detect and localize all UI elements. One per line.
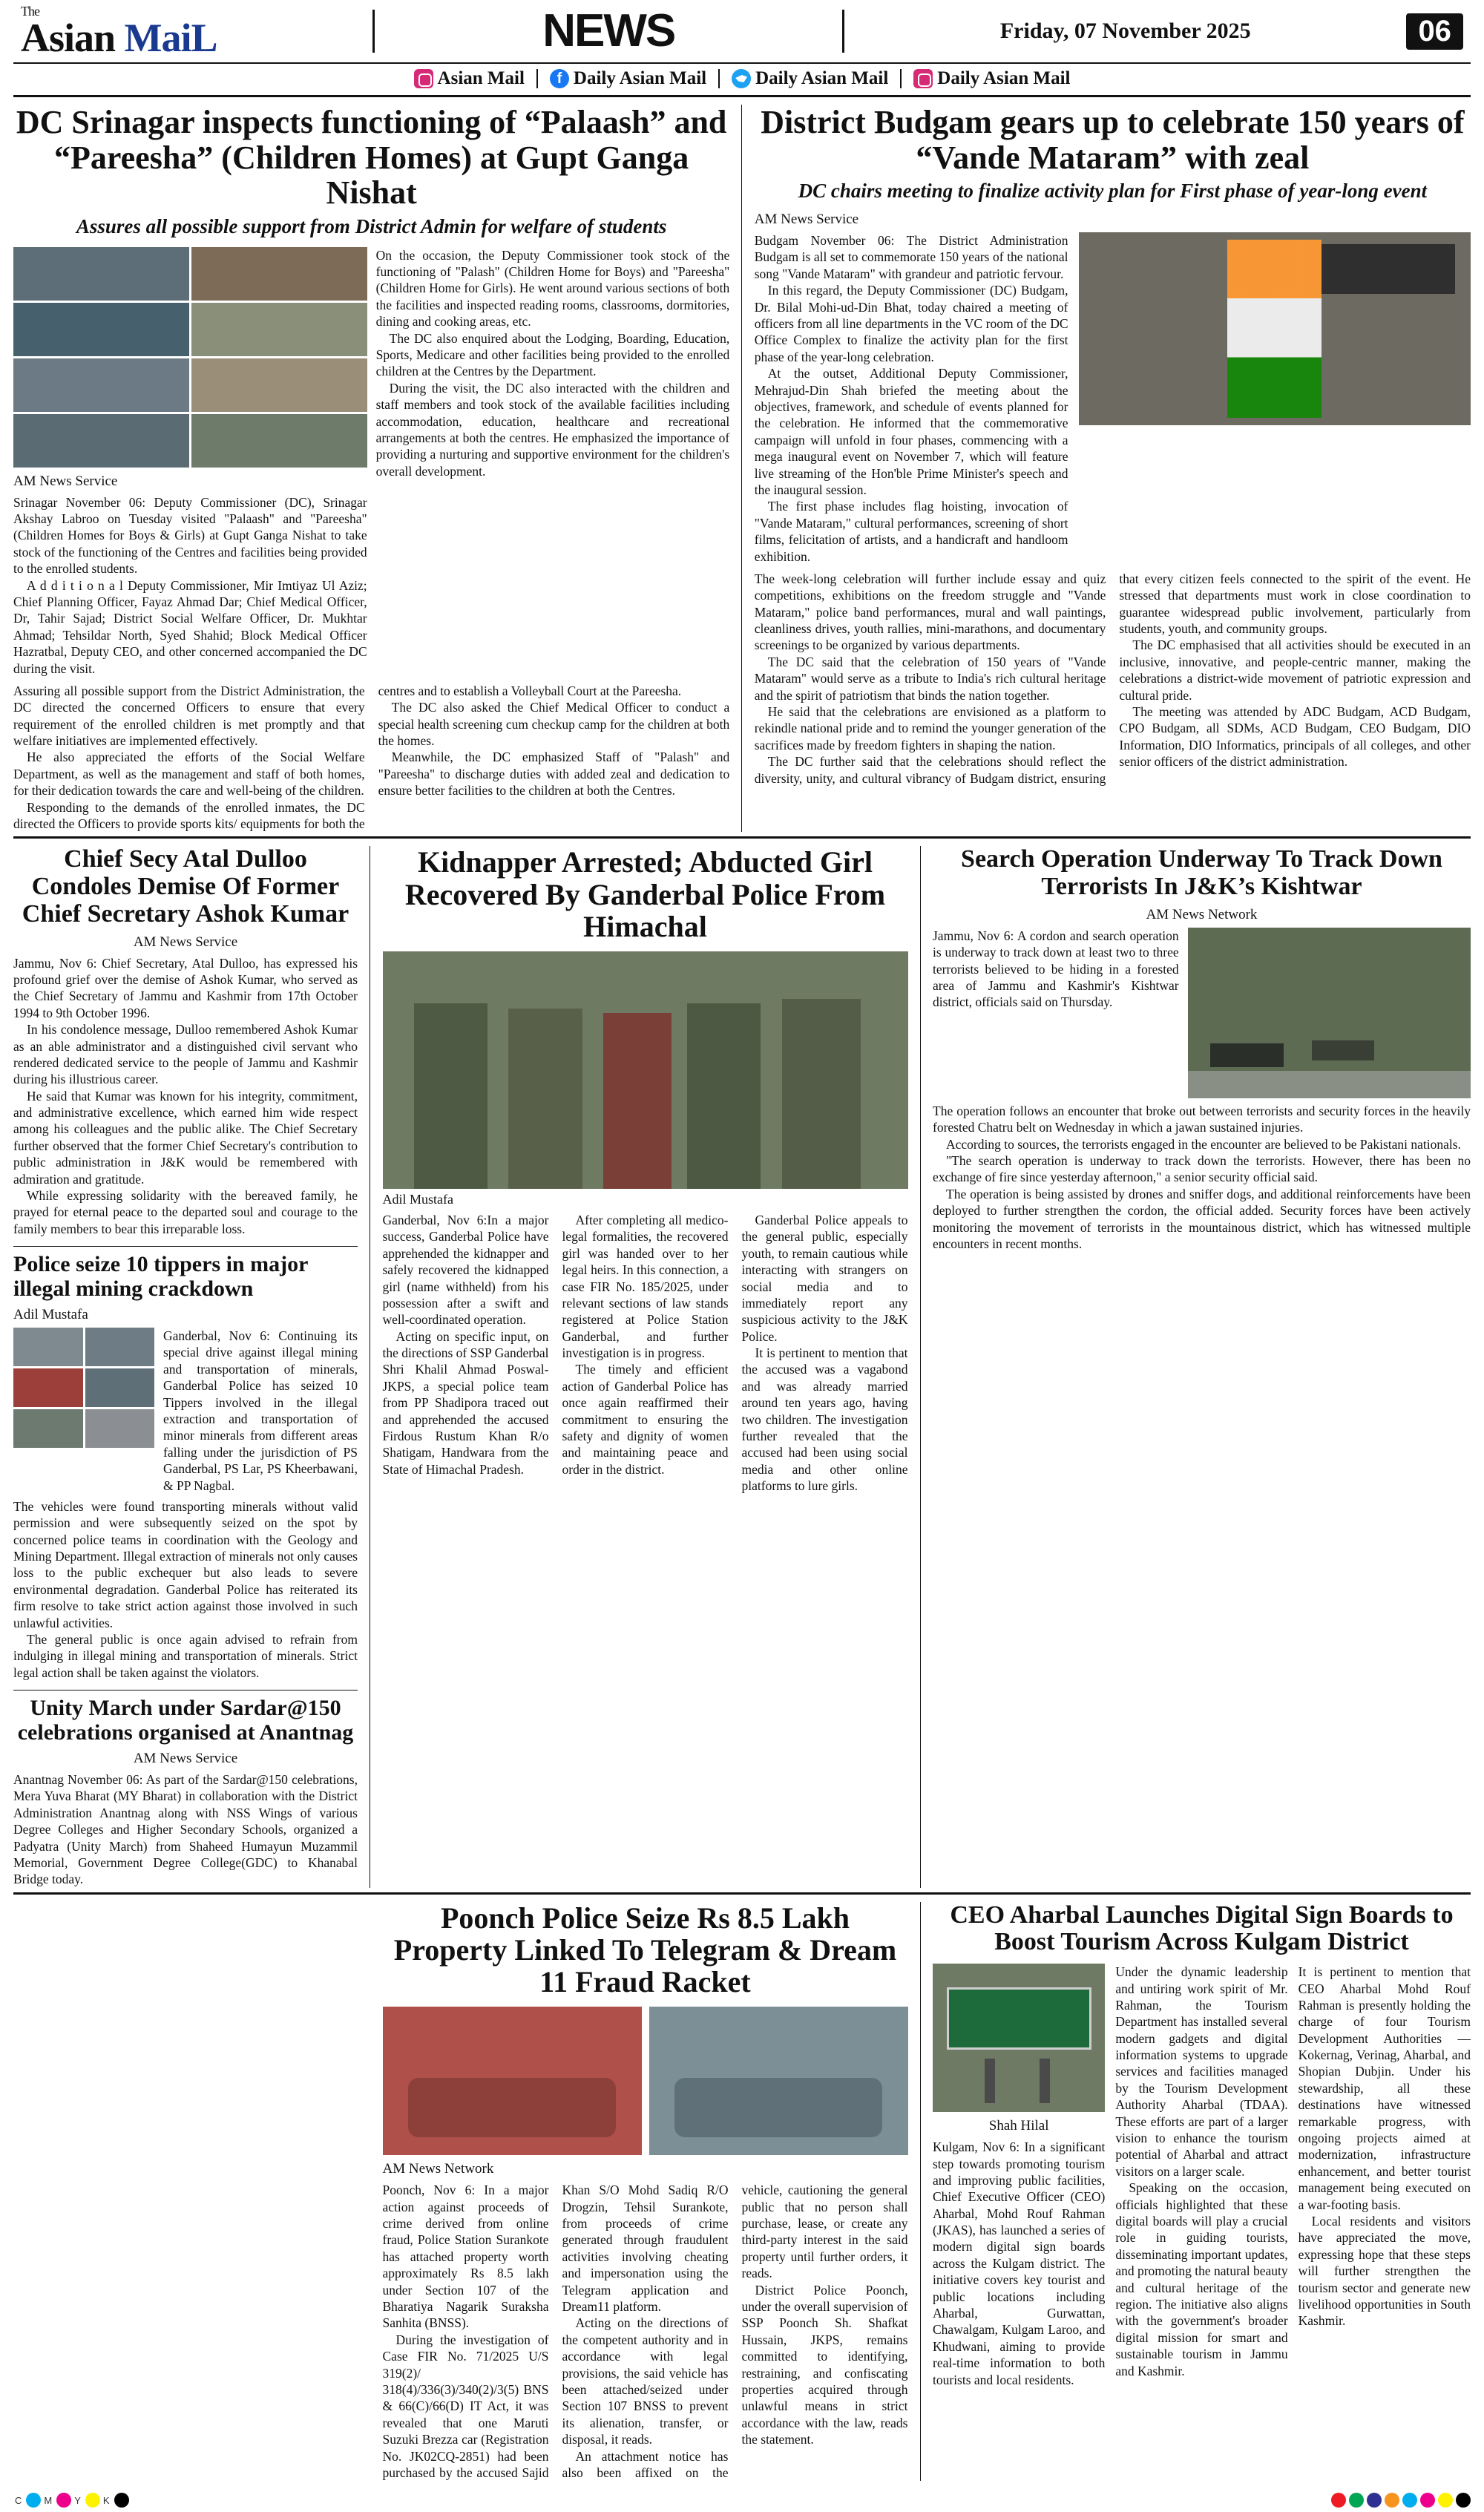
story4-headline: Kidnapper Arrested; Abducted Girl Recovered By Ganderbal Police From Himachal (404, 845, 886, 943)
story5-headline: Search Operation Underway To Track Down Terrorists In J&K’s Kishtwar (961, 845, 1442, 901)
story9-photo-block (933, 1964, 1105, 2388)
colorbar-swatch-black (114, 2493, 129, 2508)
story2-photo (1079, 232, 1471, 565)
social-separator (718, 69, 720, 88)
masthead-divider-right (842, 10, 844, 53)
colorbar-swatch-black-2 (1456, 2493, 1471, 2508)
twitter-icon (732, 69, 751, 88)
story8-photo-2 (649, 2007, 908, 2155)
facebook-icon: f (550, 69, 569, 88)
colorbar-swatch-yellow-2 (1438, 2493, 1453, 2508)
instagram-icon (414, 69, 433, 88)
story8-byline: AM News Network (382, 2161, 494, 2177)
instagram-icon (913, 69, 933, 88)
story6-byline: Adil Mustafa (13, 1306, 88, 1322)
story-budgam-vande-mataram (743, 105, 1471, 832)
story9-body-c: It is pertinent to mention that CEO Aharbal Mohd Rouf Rahman is presently holding the charge of four Tourism Development Authorities — Kokernag, Verinag, Aharbal, and Shopian Dubjin. Under his stewardship, all these destinations have witnessed remarkable progress, with ongoing projects aimed at modernization, infrastructure enhancement, and better tourist management being executed on a war-footing basis. Local residents and visitors have appreciated the move, expressing hope that these steps will further strengthen the tourism sector and generate new livelihood opportunities in South Kashmir. (1298, 1964, 1471, 2329)
story7-body: Anantnag November 06: As part of the Sardar@150 celebrations, Mera Yuva Bharat (MY Bharat) in collaboration with the District Administration Anantnag along with NSS Wings of various Degree Colleges and Higher Secondary Schools, organized a Padyatra (Unity March) from Shaheed Humayun Muzammil Memorial, Government Degree College(GDC) to Khanabal Bridge today. (13, 1771, 358, 1887)
story3-headline: Chief Secy Atal Dulloo Condoles Demise Of Former Chief Secretary Ashok Kumar (22, 845, 349, 928)
bottom-section (13, 1895, 1471, 2486)
middle-right-column (921, 846, 1471, 1887)
social-handle-4[interactable]: Daily Asian Mail (937, 68, 1071, 88)
story9-headline: CEO Aharbal Launches Digital Sign Boards to Boost Tourism Across Kulgam District (950, 1901, 1454, 1956)
social-separator (536, 69, 538, 88)
story2-body-a: Budgam November 06: The District Administration Budgam is all set to commemorate 150 years of the national song "Vande Mataram" with grandeur and patriotic fervour. In this regard, the Deputy Commissioner (DC) Budgam, Dr. Bilal Mohi-ud-Din Bhat, today chaired a meeting of officers from all line departments in the VC room of the DC Office Complex to finalize the activity plan for the first phase of the year-long celebration. At the outset, Additional Deputy Commissioner, Mehrajud-Din Shah briefed the meeting about the objectives, framework, and schedule of events planned for the celebration. He informed that the commemorative campaign will unfold in four phases, commencing with a mega inaugural event on November 7, which will feature live streaming of the Hon'ble Prime Minister's speech and the inaugural session. The first phase includes flag hoisting, invocation of "Vande Mataram," cultural performances, screening of short films, felicitation of artists, and a handicraft and handloom exhibition. (754, 233, 1068, 564)
logo-asian-word: Asian (21, 16, 116, 60)
logo-mail-word: MaiL (124, 16, 217, 60)
story7-byline: AM News Service (133, 1750, 238, 1766)
bottom-left-spacer (13, 1902, 370, 2482)
story7-headline: Unity March under Sardar@150 celebrations organised at Anantnag (17, 1696, 354, 1745)
issue-date: Friday, 07 November 2025 (999, 19, 1251, 43)
story4-photo (383, 951, 908, 1189)
social-handle-3[interactable]: Daily Asian Mail (755, 68, 889, 88)
colorbar-swatch-yellow (85, 2493, 100, 2508)
story4-photo-caption: Adil Mustafa (382, 1191, 453, 1207)
story-poonch-police (371, 1902, 920, 2482)
story5-body-a: Jammu, Nov 6: A cordon and search operation is underway to track down at least two to three terrorists believed to be hiding in a forested area of Jammu and Kashmir's Kishtwar district, officials said on Thursday. (933, 928, 1179, 1010)
colorbar-swatch-green (1349, 2493, 1364, 2508)
story1-body-b: On the occasion, the Deputy Commissioner took stock of the functioning of "Palash" (Children Home for Boys) and "Pareesha" (Children Home for Girls). He went around various sections of both the facilities and inspected reading rooms, classrooms, dormitories, dining and cooking areas, etc. The DC also enquired about the Lodging, Boarding, Education, Sports, Medicare and other facilities being provided to the enrolled children at the Centres by the Department. During the visit, the DC also interacted with the children and staff members and took stock of the available facilities including accommodation, education, healthcare and recreational arrangements at both the centres. He emphasized the importance of providing a nurturing and supportive environment for the children's overall development. (375, 247, 730, 479)
middle-section (13, 839, 1471, 1892)
story1-headline: DC Srinagar inspects functioning of “Palaash” and “Pareesha” (Children Homes) at Gupt Ganga Nishat (16, 104, 727, 211)
social-handle-2[interactable]: Daily Asian Mail (573, 68, 707, 88)
story9-body-a: Kulgam, Nov 6: In a significant step towards promoting tourism and improving public facilities, Chief Executive Officer (CEO) Aharbal, Mohd Rouf Rahman (JKAS), has launched a series of modern digital sign boards across the Kulgam district. The initiative covers key tourist and public locations including Aharbal, Gurwattan, Chawalgam, Kulgam Laroo, and Khudwani, aiming to provide real-time information to both tourists and local residents. (933, 2139, 1106, 2387)
story5-body-b: The operation follows an encounter that broke out between terrorists and security forces in the heavily forested Chatru belt on Wednesday in which a jawan sustained injuries. According to sources, the terrorists engaged in the encounter are believed to be Pakistani nationals. "The search operation is underway to track down the terrorists. However, there has been no exchange of fire since yesterday afternoon," a senior security official said. The operation is being assisted by drones and sniffer dogs, and additional reinforcements have been deployed to further strengthen the cordon, the official added. Security forces have been actively monitoring the movement of terrorists in the mountainous district, which has witnessed multiple encounters in recent months. (933, 1103, 1471, 1251)
masthead-divider-left (372, 10, 375, 53)
colorbar-swatch-orange (1385, 2493, 1399, 2508)
story5-photo (1188, 928, 1471, 1098)
story2-subhead: DC chairs meeting to finalize activity plan for First phase of year-long event (798, 180, 1428, 203)
story6-body-b: The vehicles were found transporting minerals without valid permission and were subsequently seized on the spot by concerned police teams in coordination with the Geology and Mining Department. Illegal extraction of minerals not only causes loss to the public exchequer but also leads to severe environmental degradation. Ganderbal Police has reiterated its firm resolve to take strict action against those involved in such unlawful activities. The general public is once again advised to refrain from indulging in illegal mining and transportation of minerals. Strict legal action shall be taken against the violators. (13, 1498, 358, 1680)
story-divider (13, 1246, 358, 1247)
story-dc-srinagar (13, 105, 741, 832)
masthead-logo-area (21, 4, 217, 58)
story1-subhead: Assures all possible support from District Admin for welfare of students (76, 214, 667, 237)
top-section (13, 97, 1471, 836)
social-handle-1[interactable]: Asian Mail (437, 68, 525, 88)
story6-headline: Police seize 10 tippers in major illegal mining crackdown (13, 1252, 308, 1301)
story4-body: Ganderbal, Nov 6:In a major success, Ganderbal Police have apprehended the kidnapper and safely recovered the kidnapped girl (name withheld) from his possession after a swift and well-coordinated operation. Acting on specific input, on the directions of SSP Ganderbal Shri Khalil Ahmad Poswal-JKPS, a special police team from PP Shadipora traced out and apprehended the accused Firdous Rustum Khan R/o Shatigam, Handwara from the State of Himachal Pradesh. After completing all medico-legal formalities, the recovered girl was handed over to her legal heirs. In this connection, a case FIR No. 185/2025, under relevant sections of law stands registered at Police Station Ganderbal, and further investigation is in progress. The timely and efficient action of Ganderbal Police has once again reaffirmed their commitment to ensuring the safety and dignity of women and maintaining peace and order in the district. Ganderbal Police appeals to the general public, especially youth, to remain cautious while interacting with strangers on social media and to immediately report any suspicious activity to the J&K Police. It is pertinent to mention that the accused was a vagabond and was already married around ten years ago, having two children. The investigation further revealed that the accused had been using social media and other online platforms to lure girls. (382, 1212, 908, 1494)
story3-body: Jammu, Nov 6: Chief Secretary, Atal Dulloo, has expressed his profound grief over the demise of Ashok Kumar, who served as the Chief Secretary of Jammu and Kashmir from 17th October 1994 to 9th October 1996. In his condolence message, Dulloo remembered Ashok Kumar as an able administrator and a distinguished civil servant who rendered dedicated service to the people of Jammu and Kashmir during his illustrious career. He said that Kumar was known for his integrity, commitment, and administrative excellence, which earned him wide respect among his colleagues and the public alike. The Chief Secretary further observed that the former Chief Secretary's contribution to public administration in J&K would be remembered with admiration and gratitude. While expressing solidarity with the bereaved family, he prayed for eternal peace to the departed soul and courage to the family members to bear this irreparable loss. (13, 955, 358, 1236)
news-word: NEWS (542, 5, 675, 56)
colorbar-label-c: C (15, 2494, 22, 2506)
story1-body-a: Srinagar November 06: Deputy Commissioner (DC), Srinagar Akshay Labroo on Tuesday visited "Palaash" and "Pareesha" (Children Homes for Boys & Girls) at Gupt Ganga Nishat to take stock of the functioning of the Centres and facilities being provided to the enrolled students. A d d i t i o n a l Deputy Commissioner, Mir Imtiyaz Ul Aziz; Chief Planning Officer, Fayaz Ahmad Dar; Chief Medical Officer, Dr, Tahir Sajad; District Social Welfare Officer, Dr. Mukhtar Ahmad; Tehsildar North, Syed Shahid; Block Medical Officer Hazratbal, Deputy CEO, and other concerned accompanied the DC during the visit. (13, 494, 367, 676)
story6-body-a: Ganderbal, Nov 6: Continuing its special drive against illegal mining and transportation of minerals, Ganderbal Police has seized 10 Tippers involved in the illegal extraction and transportation of minor minerals from different areas falling under the jurisdiction of PS Ganderbal, PS Lar, PS Kheerbawani, & PP Nagbal. (163, 1328, 358, 1493)
story3-byline: AM News Service (133, 934, 238, 950)
story9-byline: Shah Hilal (988, 2118, 1049, 2134)
middle-center-column (371, 846, 920, 1887)
story6-photo-mosaic (13, 1328, 154, 1494)
story-ceo-aharbal (921, 1902, 1471, 2482)
logo-small-word: The (21, 4, 39, 19)
colorbar-label-y: Y (74, 2494, 81, 2506)
colorbar-swatch-red (1331, 2493, 1346, 2508)
colorbar-swatch-magenta-2 (1420, 2493, 1435, 2508)
story2-headline: District Budgam gears up to celebrate 150 years of “Vande Mataram” with zeal (761, 104, 1465, 176)
story8-body: Poonch, Nov 6: In a major action against proceeds of crime derived from online fraud, Police Station Surankote has attached property worth approximately Rs 8.5 lakh under Section 107 of the Bharatiya Nagarik Suraksha Sanhita (BNSS). During the investigation of Case FIR No. 71/2025 U/S 319(2)/ 318(4)/336(3)/340(2)/3(5) BNS & 66(C)/66(D) IT Act, it was revealed that one Maruti Suzuki Brezza car (Registration No. JK02CQ-2851) had been purchased by the accused Sajid Khan S/O Mohd Sadiq R/O Drogzin, Tehsil Surankote, from proceeds of crime generated through fraudulent activities involving cheating and impersonation using the Telegram application and Dream11 platform. Acting on the directions of the competent authority and in accordance with legal provisions, the said vehicle has been attached/seized under Section 107 BNSS to prevent its alienation, transfer, or disposal, it reads. An attachment notice has also been affixed on the vehicle, cautioning the general public that no person shall purchase, lease, or create any third-party interest in the said property until further orders, it reads. District Police Poonch, under the overall supervision of SSP Poonch Sh. Shafkat Hussain, JKPS, remains committed to identifying, restraining, and confiscating properties acquired through unlawful means in strict accordance with the law, reads the statement. (382, 2183, 908, 2480)
print-registration-bar (13, 2485, 1471, 2512)
story1-photo-mosaic (13, 247, 367, 677)
story5-byline: AM News Network (1146, 906, 1258, 922)
story2-byline: AM News Service (754, 211, 859, 228)
story1-body-c: Assuring all possible support from the District Administration, the DC directed the concerned Officers to ensure that every requirement of the enrolled children is met promptly and that welfare initiatives are implemented effectively. He also appreciated the efforts of the Social Welfare Department, as well as the management and staff of both homes, for their dedication towards the care and well-being of the children. Responding to the demands of the enrolled inmates, the DC directed the Officers to provide sports kits/ equipments for both the centres and to establish a Volleyball Court at the Pareesha. The DC also asked the Chief Medical Officer to conduct a special health screening cum checkup camp for the children at both the homes. Meanwhile, the DC emphasized Staff of "Palash" and "Pareesha" to discharge duties with added zeal and dedication to ensure better facilities to the children at both the Centres. (13, 683, 730, 832)
story1-byline: AM News Service (13, 473, 118, 489)
social-separator (900, 69, 902, 88)
masthead (13, 0, 1471, 59)
colorbar-swatch-blue (1367, 2493, 1382, 2508)
social-bar (13, 62, 1471, 97)
story9-body-b: Under the dynamic leadership and untiring work spirit of Mr. Rahman, the Tourism Department has installed several modern gadgets and digital information systems to upgrade services and facilities managed by the Tourism Development Authority Aharbal (TDAA). These efforts are part of a larger vision to enhance the tourism potential of Aharbal and attract visitors on a larger scale. Speaking on the occasion, officials highlighted that these digital boards will play a crucial role in guiding tourists, disseminating important updates, and promoting the natural beauty and cultural heritage of the region. The initiative also aligns with the government's broader digital mission for smart and sustainable tourism in Jammu and Kashmir. (1115, 1964, 1288, 2378)
story8-photo-1 (383, 2007, 642, 2155)
colorbar-swatch-cyan-2 (1402, 2493, 1417, 2508)
colorbar-swatch-magenta (56, 2493, 71, 2508)
story8-headline: Poonch Police Seize Rs 8.5 Lakh Property Linked To Telegram & Dream 11 Fraud Racket (393, 1901, 897, 1999)
publication-logo (21, 4, 217, 58)
colorbar-label-m: M (44, 2494, 53, 2506)
story2-body-b: The week-long celebration will further include essay and quiz competitions, exhibitions on the freedom struggle and "Vande Mataram," police band performances, mural and wall paintings, cleanliness drives, youth rallies, mini-marathons, and documentary screenings to be organized by various departments. The DC said that the celebration of 150 years of "Vande Mataram" would serve as a tribute to India's rich cultural heritage and the spirit of patriotism that binds the nation together. He said that the celebrations are envisioned as a platform to rekindle national pride and to remind the younger generation of the sacrifices made by freedom fighters in shaping the nation. The DC further said that the celebrations should reflect the diversity, unity, and cultural vibrancy of Budgam district, ensuring that every citizen feels connected to the spirit of the event. He stressed that departments must work in close coordination to guarantee widespread public involvement, particularly from students, youth, and community groups. The DC emphasised that all activities should be executed in an inclusive, innovative, and people-centric manner, making the celebrations a district-wide movement of patriotic expression and cultural pride. The meeting was attended by ADC Budgam, ACD Budgam, CPO Budgam, all SDMs, ACD Budgam, CEO Budgam, DIO Information, DIO Informatics, principals of all colleges, and other senior officers of the district administration. (754, 571, 1471, 786)
page-number: 06 (1406, 13, 1463, 50)
colorbar-label-k: K (102, 2494, 110, 2506)
colorbar-swatch-cyan (26, 2493, 41, 2508)
middle-left-column (13, 846, 370, 1887)
